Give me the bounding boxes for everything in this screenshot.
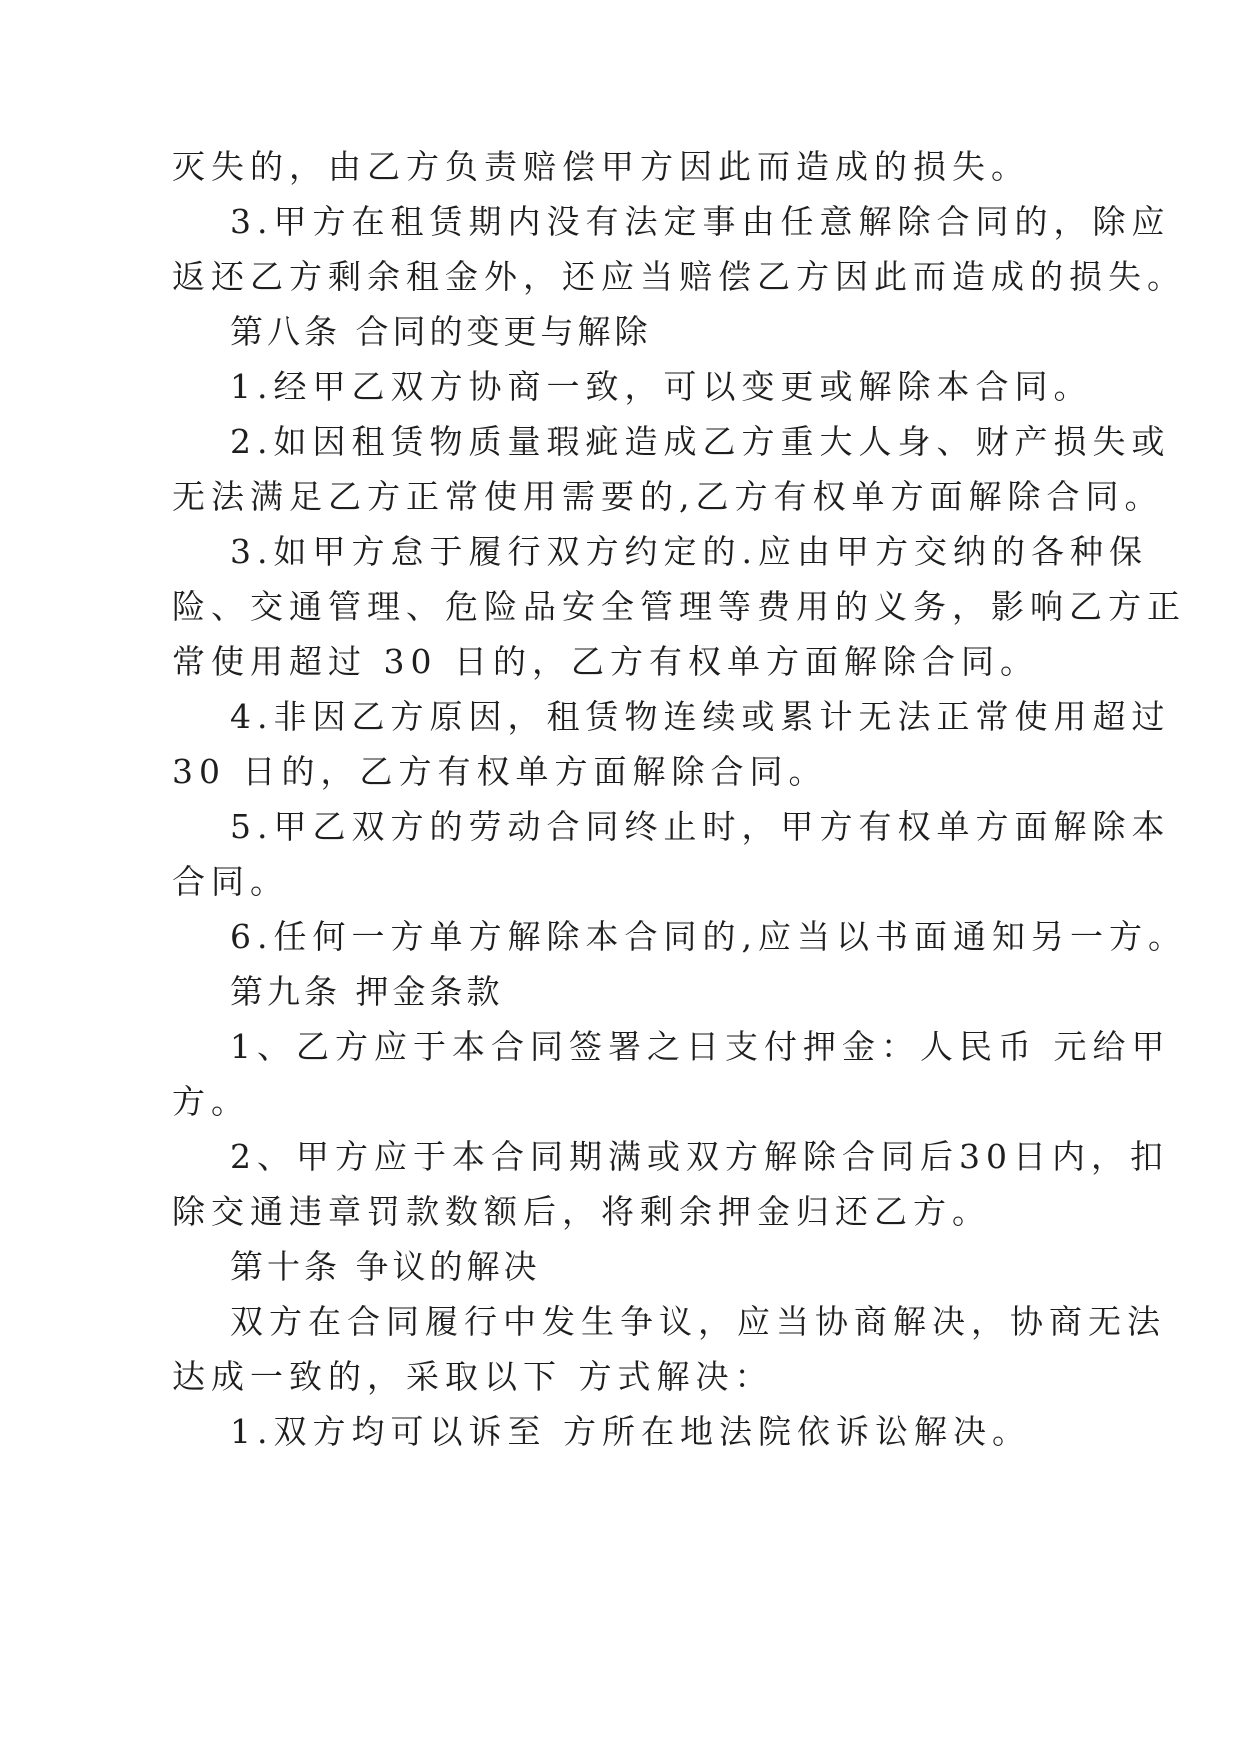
- text-line: 灭失的，由乙方负责赔偿甲方因此而造成的损失。: [172, 147, 1030, 186]
- text-line: 合同。: [172, 862, 289, 901]
- text-line: 5.甲乙双方的劳动合同终止时，甲方有权单方面解除本: [230, 807, 1171, 846]
- text-line: 2.如因租赁物质量瑕疵造成乙方重大人身、财产损失或: [230, 422, 1171, 461]
- section-heading: 第九条 押金条款: [230, 972, 504, 1011]
- text-line: 3.甲方在租赁期内没有法定事由任意解除合同的，除应: [230, 202, 1171, 241]
- text-line: 返还乙方剩余租金外，还应当赔偿乙方因此而造成的损失。: [172, 257, 1186, 296]
- text-line: 险、交通管理、危险品安全管理等费用的义务，影响乙方正: [172, 587, 1186, 626]
- text-line: 1、乙方应于本合同签署之日支付押金：人民币 元给甲: [230, 1027, 1171, 1066]
- section-heading: 第十条 争议的解决: [230, 1247, 541, 1286]
- text-line: 30 日的，乙方有权单方面解除合同。: [172, 752, 828, 791]
- text-line: 1.双方均可以诉至 方所在地法院依诉讼解决。: [230, 1412, 1031, 1451]
- text-line: 常使用超过 30 日的，乙方有权单方面解除合同。: [172, 642, 1039, 681]
- text-line: 2、甲方应于本合同期满或双方解除合同后30日内，扣: [230, 1137, 1169, 1176]
- text-line: 1.经甲乙双方协商一致，可以变更或解除本合同。: [230, 367, 1093, 406]
- text-line: 方。: [172, 1082, 250, 1121]
- text-line: 双方在合同履行中发生争议，应当协商解决，协商无法: [230, 1302, 1166, 1341]
- section-heading: 第八条 合同的变更与解除: [230, 312, 652, 351]
- text-line: 无法满足乙方正常使用需要的,乙方有权单方面解除合同。: [172, 477, 1164, 516]
- text-line: 6.任何一方单方解除本合同的,应当以书面通知另一方。: [230, 917, 1187, 956]
- text-line: 3.如甲方怠于履行双方约定的.应由甲方交纳的各种保: [230, 532, 1148, 571]
- text-line: 4.非因乙方原因，租赁物连续或累计无法正常使用超过: [230, 697, 1171, 736]
- text-line: 除交通违章罚款数额后，将剩余押金归还乙方。: [172, 1192, 991, 1231]
- text-line: 达成一致的，采取以下 方式解决：: [172, 1357, 774, 1396]
